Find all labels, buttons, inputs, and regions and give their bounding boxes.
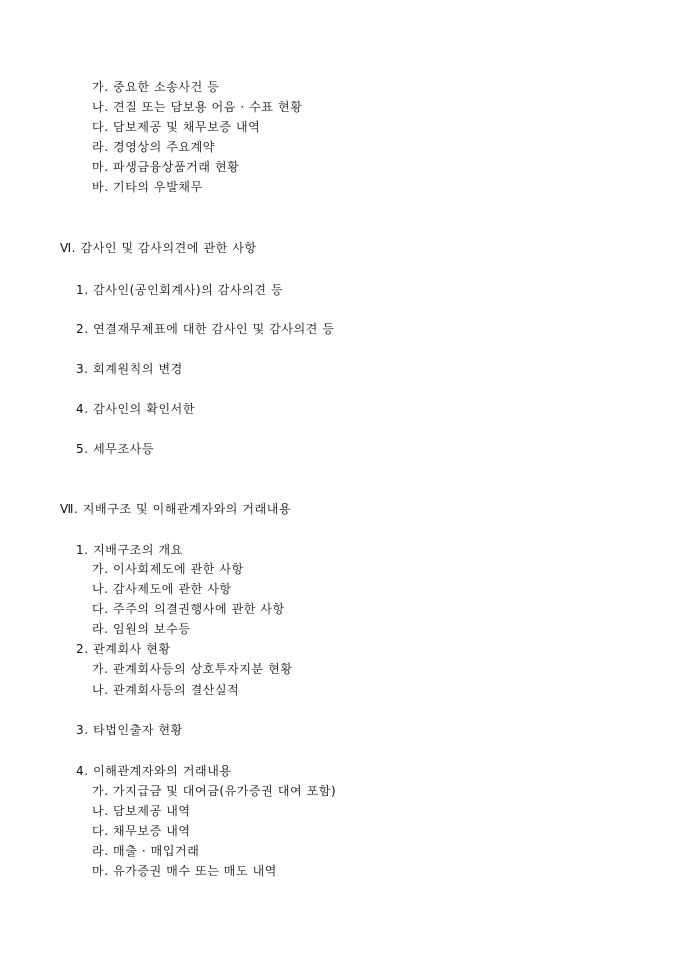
toc-subitem: 가. 이사회제도에 관한 사항 <box>92 562 244 576</box>
toc-subitem: 나. 감사제도에 관한 사항 <box>92 582 232 596</box>
toc-subitem: 나. 담보제공 내역 <box>92 804 191 818</box>
toc-item: 4. 감사인의 확인서한 <box>76 402 196 416</box>
toc-item: 3. 회계원칙의 변경 <box>76 362 183 376</box>
toc-item: 가. 중요한 소송사건 등 <box>92 80 220 94</box>
toc-item: 1. 지배구조의 개요 <box>76 543 183 557</box>
toc-subitem: 마. 유가증권 매수 또는 매도 내역 <box>92 864 277 878</box>
toc-subitem: 라. 매출 · 매입거래 <box>92 844 200 858</box>
toc-item: 1. 감사인(공인회계사)의 감사의견 등 <box>76 283 284 297</box>
toc-item: 2. 연결재무제표에 대한 감사인 및 감사의견 등 <box>76 322 335 336</box>
toc-subitem: 가. 관계회사등의 상호투자지분 현황 <box>92 662 293 676</box>
section-7-title: Ⅶ. 지배구조 및 이해관계자와의 거래내용 <box>60 502 292 516</box>
toc-item: 바. 기타의 우발채무 <box>92 180 203 194</box>
toc-item: 5. 세무조사등 <box>76 442 155 456</box>
toc-item: 나. 견질 또는 담보용 어음 · 수표 현황 <box>92 100 303 114</box>
toc-item: 다. 담보제공 및 채무보증 내역 <box>92 120 261 134</box>
toc-subitem: 가. 가지급금 및 대여금(유가증권 대여 포함) <box>92 784 337 798</box>
toc-item: 마. 파생금융상품거래 현황 <box>92 160 240 174</box>
toc-item: 라. 경영상의 주요계약 <box>92 140 215 154</box>
toc-subitem: 라. 임원의 보수등 <box>92 622 191 636</box>
toc-item: 3. 타법인출자 현황 <box>76 723 183 737</box>
toc-subitem: 나. 관계회사등의 결산실적 <box>92 683 240 697</box>
toc-item: 2. 관계회사 현황 <box>76 642 171 656</box>
toc-item: 4. 이해관계자와의 거래내용 <box>76 764 232 778</box>
toc-subitem: 다. 채무보증 내역 <box>92 824 191 838</box>
section-6-title: Ⅵ. 감사인 및 감사의견에 관한 사항 <box>60 241 257 255</box>
toc-subitem: 다. 주주의 의결권행사에 관한 사항 <box>92 602 285 616</box>
